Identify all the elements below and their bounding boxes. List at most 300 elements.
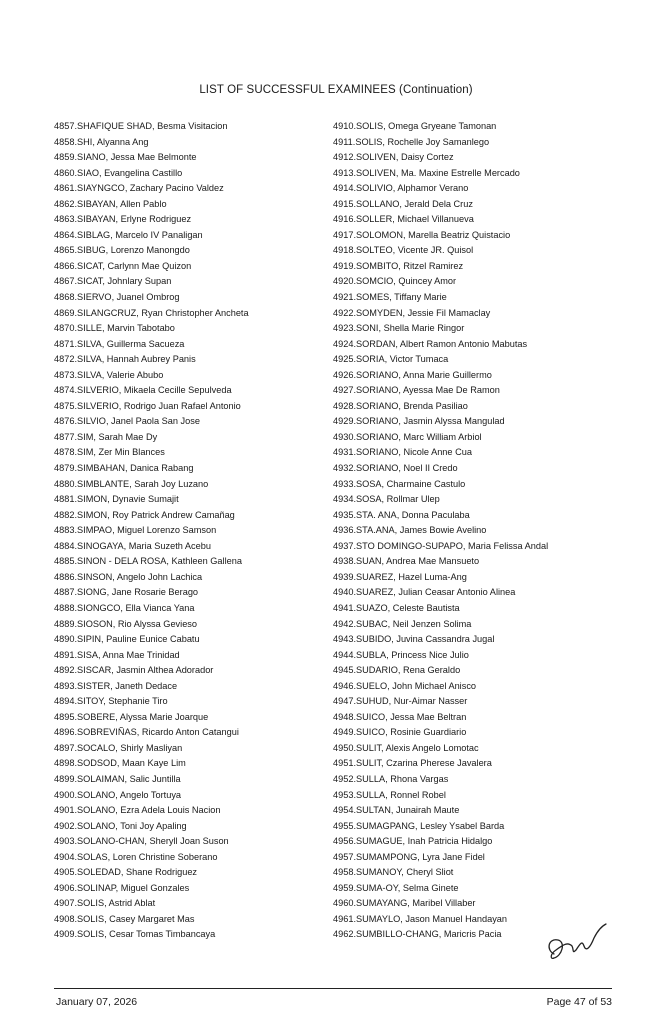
examinee-number: 4930 . [333, 430, 356, 446]
examinee-row [333, 725, 633, 741]
examinee-row [333, 352, 633, 368]
examinee-name: SOSA, Charmaine Castulo [356, 478, 466, 489]
examinee-name: SUDARIO, Rena Geraldo [356, 665, 461, 676]
examinee-row [333, 212, 633, 228]
examinee-row [333, 135, 633, 151]
examinee-name: SIERVO, Juanel Ombrog [77, 292, 180, 303]
footer-date: January 07, 2026 [56, 996, 138, 1008]
examinee-row [54, 383, 324, 399]
examinee-row [333, 181, 633, 197]
examinee-row [333, 585, 633, 601]
examinee-name: SOLLER, Michael Villanueva [356, 214, 474, 225]
examinee-row [54, 166, 324, 182]
examinee-row [54, 508, 324, 524]
examinee-row [333, 834, 633, 850]
examinee-name: STA. ANA, Donna Paculaba [356, 509, 470, 520]
examinee-name: SUELO, John Michael Anisco [356, 680, 477, 691]
examinee-number: 4878 . [54, 445, 77, 461]
examinee-name: SINON - DELA ROSA, Kathleen Gallena [77, 556, 242, 567]
examinee-number: 4870 . [54, 321, 77, 337]
examinee-name: SUMANOY, Cheryl Sliot [356, 867, 454, 878]
examinee-name: SIAYNGCO, Zachary Pacino Valdez [77, 183, 224, 194]
examinee-number: 4948 . [333, 710, 356, 726]
examinee-number: 4900 . [54, 788, 77, 804]
examinee-name: SORIA, Victor Tumaca [356, 354, 449, 365]
examinee-row [333, 601, 633, 617]
examinee-number: 4859 . [54, 150, 77, 166]
examinee-name: SOMYDEN, Jessie Fil Mamaclay [356, 307, 491, 318]
examinee-number: 4952 . [333, 772, 356, 788]
examinee-number: 4962 . [333, 927, 356, 943]
examinee-row [54, 788, 324, 804]
examinee-row [54, 461, 324, 477]
examinee-row [333, 632, 633, 648]
examinee-name: SUAREZ, Hazel Luma-Ang [356, 571, 467, 582]
examinee-name: SINSON, Angelo John Lachica [77, 571, 203, 582]
examinee-number: 4894 . [54, 694, 77, 710]
examinee-row [54, 243, 324, 259]
examinee-name: SILLE, Marvin Tabotabo [77, 323, 175, 334]
examinee-number: 4929 . [333, 414, 356, 430]
examinee-name: SIBLAG, Marcelo IV Panaligan [77, 229, 203, 240]
examinee-number: 4873 . [54, 368, 77, 384]
examinee-number: 4911 . [333, 135, 355, 151]
examinee-name: SONI, Shella Marie Ringor [356, 323, 465, 334]
examinee-number: 4934 . [333, 492, 356, 508]
examinee-number: 4922 . [333, 306, 356, 322]
examinee-number: 4862 . [54, 197, 77, 213]
examinee-row [54, 803, 324, 819]
examinee-number: 4899 . [54, 772, 77, 788]
examinee-number: 4923 . [333, 321, 356, 337]
examinee-number: 4949 . [333, 725, 356, 741]
examinee-row [54, 492, 324, 508]
examinee-name: SOLLANO, Jerald Dela Cruz [356, 198, 473, 209]
examinee-name: SOLEDAD, Shane Rodriguez [77, 867, 198, 878]
examinee-row [333, 819, 633, 835]
examinee-name: SOLOMON, Marella Beatriz Quistacio [356, 229, 511, 240]
examinee-number: 4960 . [333, 896, 356, 912]
examinee-row [54, 725, 324, 741]
examinee-row [54, 430, 324, 446]
examinee-row [333, 461, 633, 477]
examinee-number: 4871 . [54, 337, 77, 353]
examinee-name: SIONGCO, Ella Vianca Yana [77, 602, 195, 613]
examinee-name: SIMON, Roy Patrick Andrew Camañag [77, 509, 235, 520]
examinee-number: 4868 . [54, 290, 77, 306]
examinee-number: 4865 . [54, 243, 77, 259]
examinee-number: 4955 . [333, 819, 356, 835]
examinee-row [333, 710, 633, 726]
examinee-name: SUMAYLO, Jason Manuel Handayan [356, 913, 508, 924]
examinee-row [333, 492, 633, 508]
examinee-row [54, 181, 324, 197]
examinee-name: SOLIS, Casey Margaret Mas [77, 913, 195, 924]
examinee-row [54, 834, 324, 850]
examinee-name: SHI, Alyanna Ang [77, 136, 149, 147]
examinee-number: 4925 . [333, 352, 356, 368]
examinee-name: SULLA, Ronnel Robel [356, 789, 446, 800]
examinee-name: SIMBAHAN, Danica Rabang [77, 463, 194, 474]
examinee-row [54, 756, 324, 772]
examinee-number: 4876 . [54, 414, 77, 430]
examinee-row [333, 150, 633, 166]
examinee-number: 4939 . [333, 570, 356, 586]
examinee-name: SOMES, Tiffany Marie [356, 292, 447, 303]
examinee-row [54, 772, 324, 788]
examinee-number: 4897 . [54, 741, 77, 757]
examinee-number: 4863 . [54, 212, 77, 228]
examinee-number: 4951 . [333, 756, 356, 772]
examinee-number: 4887 . [54, 585, 77, 601]
examinee-name: SOLTEO, Vicente JR. Quisol [356, 245, 474, 256]
examinee-number: 4869 . [54, 306, 77, 322]
examinee-number: 4953 . [333, 788, 356, 804]
examinee-number: 4918 . [333, 243, 356, 259]
examinee-name: SIBAYAN, Erlyne Rodriguez [77, 214, 192, 225]
page-title: LIST OF SUCCESSFUL EXAMINEES (Continuation) [199, 84, 473, 96]
examinee-row [54, 523, 324, 539]
examinee-name: SOCALO, Shirly Masliyan [77, 742, 183, 753]
examinee-name: SOLANO, Toni Joy Apaling [77, 820, 187, 831]
examinee-name: SOLANO, Ezra Adela Louis Nacion [77, 805, 221, 816]
examinee-row [333, 228, 633, 244]
examinee-name: SORIANO, Nicole Anne Cua [356, 447, 472, 458]
examinee-name: SULTAN, Junairah Maute [356, 805, 460, 816]
examinee-row [333, 663, 633, 679]
examinee-row [333, 259, 633, 275]
examinee-row [333, 570, 633, 586]
examinee-name: SOSA, Rollmar Ulep [356, 494, 440, 505]
examinee-row [54, 150, 324, 166]
examinee-name: SIOSON, Rio Alyssa Gevieso [77, 618, 198, 629]
examinee-row [333, 508, 633, 524]
examinee-row [54, 368, 324, 384]
examinee-row [54, 570, 324, 586]
examinee-number: 4908 . [54, 912, 77, 928]
examinee-row [54, 228, 324, 244]
examinee-name: SULLA, Rhona Vargas [356, 773, 449, 784]
examinee-row [333, 290, 633, 306]
examinee-number: 4874 . [54, 383, 77, 399]
examinee-row [333, 274, 633, 290]
examinee-row [333, 539, 633, 555]
examinee-name: SORIANO, Marc William Arbiol [356, 431, 482, 442]
examinee-number: 4893 . [54, 679, 77, 695]
examinee-number: 4898 . [54, 756, 77, 772]
examinee-name: SUAZO, Celeste Bautista [356, 602, 460, 613]
examinee-number: 4924 . [333, 337, 356, 353]
examinee-name: SITOY, Stephanie Tiro [77, 696, 168, 707]
examinee-number: 4879 . [54, 461, 77, 477]
examinee-row [54, 119, 324, 135]
examinee-number: 4910 . [333, 119, 356, 135]
examinee-number: 4941 . [333, 601, 356, 617]
examinee-row [333, 694, 633, 710]
examinee-number: 4884 . [54, 539, 77, 555]
examinee-row [333, 306, 633, 322]
examinee-number: 4957 . [333, 850, 356, 866]
examinee-row [333, 772, 633, 788]
examinee-name: SOLANO-CHAN, Sheryll Joan Suson [77, 836, 229, 847]
examinee-number: 4907 . [54, 896, 77, 912]
examinee-number: 4940 . [333, 585, 356, 601]
examinee-name: SOLAS, Loren Christine Soberano [77, 851, 218, 862]
examinee-row [333, 383, 633, 399]
examinee-number: 4959 . [333, 881, 356, 897]
examinee-number: 4958 . [333, 865, 356, 881]
examinee-name: SUMA-OY, Selma Ginete [356, 882, 459, 893]
examinee-row [333, 243, 633, 259]
examinee-name: SUMAYANG, Maribel Villaber [356, 898, 476, 909]
examinee-row [333, 414, 633, 430]
examinee-number: 4861 . [54, 181, 77, 197]
signature [540, 920, 620, 970]
footer-divider [54, 988, 612, 989]
examinee-row [54, 585, 324, 601]
examinee-number: 4933 . [333, 477, 356, 493]
examinee-row [333, 523, 633, 539]
examinee-number: 4947 . [333, 694, 356, 710]
examinee-row [333, 445, 633, 461]
examinee-name: SISCAR, Jasmin Althea Adorador [77, 665, 214, 676]
examinee-row [54, 663, 324, 679]
examinee-row [54, 259, 324, 275]
examinee-row [333, 741, 633, 757]
examinee-name: SILVIO, Janel Paola San Jose [77, 416, 200, 427]
examinee-number: 4872 . [54, 352, 77, 368]
examinee-name: SOLIS, Cesar Tomas Timbancaya [77, 929, 216, 940]
examinee-row [54, 539, 324, 555]
examinee-name: SORIANO, Brenda Pasiliao [356, 400, 468, 411]
examinee-number: 4889 . [54, 617, 77, 633]
examinee-name: SIMON, Dynavie Sumajit [77, 494, 179, 505]
examinee-row [333, 803, 633, 819]
examinee-row [54, 135, 324, 151]
examinee-number: 4926 . [333, 368, 356, 384]
examinee-row [54, 819, 324, 835]
examinee-row [333, 119, 633, 135]
examinee-number: 4880 . [54, 477, 77, 493]
examinee-name: SHAFIQUE SHAD, Besma Visitacion [77, 121, 228, 131]
examinee-row [54, 321, 324, 337]
examinee-row [333, 337, 633, 353]
examinee-number: 4932 . [333, 461, 356, 477]
examinee-number: 4937 . [333, 539, 356, 555]
examinee-number: 4864 . [54, 228, 77, 244]
examinee-row [54, 399, 324, 415]
examinee-name: SINOGAYA, Maria Suzeth Acebu [77, 540, 211, 551]
examinee-number: 4917 . [333, 228, 356, 244]
examinee-name: SOLINAP, Miguel Gonzales [77, 882, 190, 893]
examinee-row [333, 399, 633, 415]
examinee-number: 4890 . [54, 632, 77, 648]
examinee-number: 4886 . [54, 570, 77, 586]
examinee-row [54, 306, 324, 322]
examinee-row [333, 477, 633, 493]
examinee-name: SOLIVEN, Ma. Maxine Estrelle Mercado [356, 167, 520, 178]
examinee-number: 4895 . [54, 710, 77, 726]
examinee-number: 4866 . [54, 259, 77, 275]
examinee-number: 4919 . [333, 259, 356, 275]
examinee-row [333, 648, 633, 664]
examinee-row [333, 321, 633, 337]
examinee-name: SIPIN, Pauline Eunice Cabatu [77, 634, 200, 645]
examinee-number: 4944 . [333, 648, 356, 664]
examinee-row [333, 881, 633, 897]
examinee-name: SOBERE, Alyssa Marie Joarque [77, 711, 209, 722]
examinee-number: 4888 . [54, 601, 77, 617]
examinee-name: SIAO, Evangelina Castillo [77, 167, 183, 178]
examinee-name: SOLAIMAN, Salic Juntilla [77, 773, 181, 784]
examinee-number: 4906 . [54, 881, 77, 897]
examinee-name: SUMAGUE, Inah Patricia Hidalgo [356, 836, 493, 847]
examinee-name: SIM, Zer Min Blances [77, 447, 165, 458]
examinee-row [333, 896, 633, 912]
examinee-name: SILVA, Guillerma Sacueza [77, 338, 185, 349]
examinee-number: 4921 . [333, 290, 356, 306]
examinee-name: SILANGCRUZ, Ryan Christopher Ancheta [77, 307, 249, 318]
examinee-row [54, 601, 324, 617]
examinee-number: 4877 . [54, 430, 77, 446]
examinee-name: SIBAYAN, Allen Pablo [77, 198, 167, 209]
examinee-name: SOMBITO, Ritzel Ramirez [356, 260, 464, 271]
examinee-name: SODSOD, Maan Kaye Lim [77, 758, 186, 769]
examinee-number: 4882 . [54, 508, 77, 524]
examinee-row [333, 554, 633, 570]
examinee-name: SUMAMPONG, Lyra Jane Fidel [356, 851, 485, 862]
examinee-row [54, 850, 324, 866]
examinee-name: SUBIDO, Juvina Cassandra Jugal [356, 634, 495, 645]
examinee-number: 4858 . [54, 135, 77, 151]
examinee-name: SILVA, Hannah Aubrey Panis [77, 354, 196, 365]
examinee-name: STO DOMINGO-SUPAPO, Maria Felissa Andal [356, 540, 549, 551]
examinee-number: 4935 . [333, 508, 356, 524]
examinee-name: SUAREZ, Julian Ceasar Antonio Alinea [356, 587, 516, 598]
examinee-row [333, 368, 633, 384]
examinee-number: 4945 . [333, 663, 356, 679]
examinee-name: SUBLA, Princess Nice Julio [356, 649, 469, 660]
examinee-name: SOMCIO, Quincey Amor [356, 276, 457, 287]
examinee-row [54, 617, 324, 633]
examinee-row [54, 710, 324, 726]
examinee-number: 4915 . [333, 197, 356, 213]
examinee-name: SIANO, Jessa Mae Belmonte [77, 152, 197, 163]
examinee-name: SIM, Sarah Mae Dy [77, 431, 158, 442]
examinee-number: 4857 . [54, 119, 77, 135]
examinee-name: SIMPAO, Miguel Lorenzo Samson [77, 525, 217, 536]
examinee-number: 4936 . [333, 523, 356, 539]
examinee-list-left [54, 119, 324, 943]
examinee-name: SUBAC, Neil Jenzen Solima [356, 618, 472, 629]
examinee-name: SORIANO, Ayessa Mae De Ramon [356, 385, 500, 396]
examinee-row [54, 414, 324, 430]
examinee-number: 4891 . [54, 648, 77, 664]
examinee-row [333, 850, 633, 866]
examinee-row [54, 352, 324, 368]
examinee-number: 4950 . [333, 741, 356, 757]
examinee-name: SORIANO, Noel II Credo [356, 463, 458, 474]
examinee-name: SOLIVEN, Daisy Cortez [356, 152, 454, 163]
examinee-number: 4896 . [54, 725, 77, 741]
examinee-number: 4931 . [333, 445, 356, 461]
examinee-row [54, 896, 324, 912]
examinee-number: 4901 . [54, 803, 77, 819]
examinee-row [54, 741, 324, 757]
examinee-number: 4885 . [54, 554, 77, 570]
examinee-row [333, 166, 633, 182]
examinee-name: SULIT, Czarina Pherese Javalera [356, 758, 492, 769]
examinee-name: SUICO, Rosinie Guardiario [356, 727, 467, 738]
examinee-name: SIONG, Jane Rosarie Berago [77, 587, 199, 598]
examinee-row [333, 679, 633, 695]
examinee-name: SILVERIO, Rodrigo Juan Rafael Antonio [77, 400, 241, 411]
examinee-name: SULIT, Alexis Angelo Lomotac [356, 742, 479, 753]
examinee-name: STA.ANA, James Bowie Avelino [356, 525, 487, 536]
examinee-row [333, 430, 633, 446]
examinee-number: 4904 . [54, 850, 77, 866]
examinee-name: SUMBILLO-CHANG, Maricris Pacia [356, 929, 502, 940]
examinee-row [333, 197, 633, 213]
examinee-row [54, 912, 324, 928]
examinee-row [333, 788, 633, 804]
examinee-name: SORIANO, Anna Marie Guillermo [356, 369, 492, 380]
examinee-number: 4883 . [54, 523, 77, 539]
examinee-row [54, 445, 324, 461]
examinee-row [54, 290, 324, 306]
examinee-row [54, 632, 324, 648]
examinee-name: SUICO, Jessa Mae Beltran [356, 711, 467, 722]
examinee-number: 4892 . [54, 663, 77, 679]
examinee-name: SICAT, Johnlary Supan [77, 276, 172, 287]
examinee-number: 4954 . [333, 803, 356, 819]
examinee-name: SOLANO, Angelo Tortuya [77, 789, 182, 800]
examinee-number: 4946 . [333, 679, 356, 695]
examinee-number: 4909 . [54, 927, 77, 943]
examinee-name: SOLIS, Omega Gryeane Tamonan [356, 121, 497, 131]
examinee-name: SISTER, Janeth Dedace [77, 680, 178, 691]
examinee-row [54, 679, 324, 695]
examinee-number: 4881 . [54, 492, 77, 508]
examinee-row [54, 865, 324, 881]
examinee-row [54, 927, 324, 943]
examinee-name: SOLIS, Rochelle Joy Samanlego [355, 136, 490, 147]
examinee-number: 4867 . [54, 274, 77, 290]
examinee-number: 4961 . [333, 912, 356, 928]
examinee-number: 4903 . [54, 834, 77, 850]
examinee-name: SIBUG, Lorenzo Manongdo [77, 245, 190, 256]
examinee-number: 4914 . [333, 181, 356, 197]
examinee-name: SISA, Anna Mae Trinidad [77, 649, 180, 660]
examinee-row [54, 197, 324, 213]
examinee-number: 4920 . [333, 274, 356, 290]
examinee-name: SUAN, Andrea Mae Mansueto [356, 556, 480, 567]
examinee-number: 4956 . [333, 834, 356, 850]
page-number: Page 47 of 53 [546, 996, 612, 1008]
examinee-row [54, 881, 324, 897]
examinee-number: 4927 . [333, 383, 356, 399]
examinee-row [54, 694, 324, 710]
examinee-number: 4912 . [333, 150, 356, 166]
examinee-list-right [333, 119, 633, 943]
examinee-name: SOLIVIO, Alphamor Verano [356, 183, 469, 194]
examinee-row [54, 554, 324, 570]
examinee-number: 4916 . [333, 212, 356, 228]
examinee-name: SIMBLANTE, Sarah Joy Luzano [77, 478, 209, 489]
examinee-number: 4942 . [333, 617, 356, 633]
examinee-row [54, 337, 324, 353]
examinee-row [54, 212, 324, 228]
